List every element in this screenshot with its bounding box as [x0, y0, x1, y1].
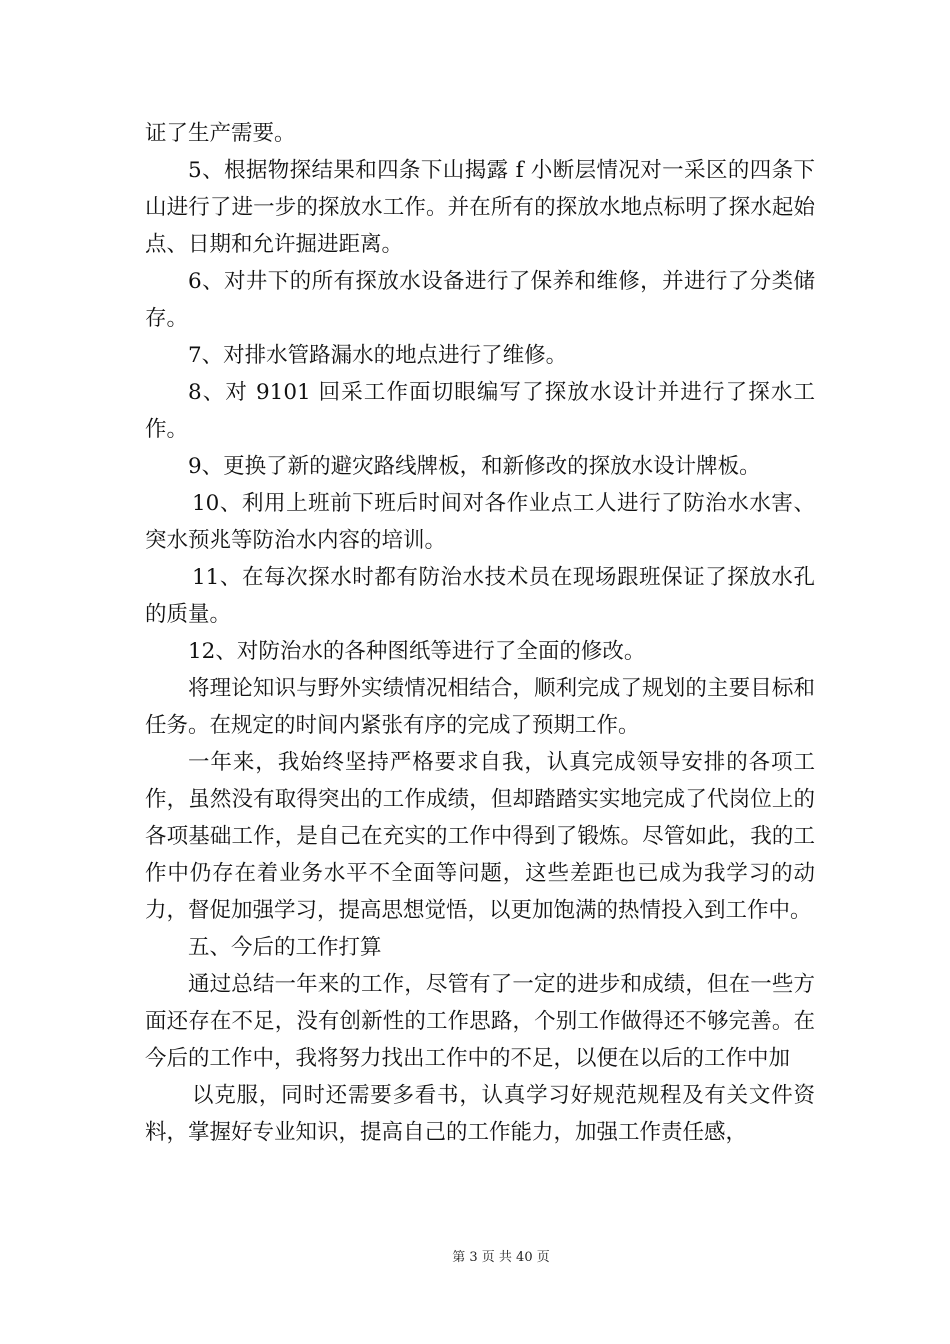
page-footer: [0, 1250, 950, 1266]
paragraph-future-plans-continued: 以克服，同时还需要多看书，认真学习好规范规程及有关文件资料，掌握好专业知识，提高自己的工作能力，加强工作责任感，: [145, 1083, 815, 1145]
paragraph-item-9: 9、更换了新的避灾路线牌板，和新修改的探放水设计牌板。: [188, 454, 761, 479]
paragraph-item-11: 11、在每次探水时都有防治水技术员在现场跟班保证了探放水孔的质量。: [145, 565, 815, 627]
document-body: [145, 115, 815, 1151]
paragraph-future-plans: 通过总结一年来的工作，尽管有了一定的进步和成绩，但在一些方面还存在不足，没有创新性的工作思路，个别工作做得还不够完善。在今后的工作中，我将努力找出工作中的不足，以便在以后的工作中加: [145, 972, 815, 1071]
paragraph-summary: 将理论知识与野外实绩情况相结合，顺利完成了规划的主要目标和任务。在规定的时间内紧张有序的完成了预期工作。: [145, 676, 815, 738]
paragraph-item-10: 10、利用上班前下班后时间对各作业点工人进行了防治水水害、突水预兆等防治水内容的培训。: [145, 491, 815, 553]
paragraph-continuation: 证了生产需要。: [145, 121, 296, 146]
paragraph-item-12: 12、对防治水的各种图纸等进行了全面的修改。: [188, 639, 646, 664]
paragraph-item-6: 6、对井下的所有探放水设备进行了保养和维修，并进行了分类储存。: [145, 269, 815, 331]
section-heading-future-plans: 五、今后的工作打算: [188, 935, 382, 960]
paragraph-year-review: 一年来，我始终坚持严格要求自我，认真完成领导安排的各项工作，虽然没有取得突出的工作成绩，但却踏踏实实地完成了代岗位上的各项基础工作，是自己在充实的工作中得到了锻炼。尽管如此，我的工作中仍存在着业务水平不全面等问题，这些差距也已成为我学习的动力，督促加强学习，提高思想觉悟，以更加饱满的热情投入到工作中。: [145, 750, 815, 923]
paragraph-item-8: 8、对 9101 回采工作面切眼编写了探放水设计并进行了探水工作。: [145, 380, 815, 442]
page-number: 第 3 页 共 40 页: [452, 1250, 550, 1265]
paragraph-item-7: 7、对排水管路漏水的地点进行了维修。: [188, 343, 568, 368]
paragraph-item-5: 5、根据物探结果和四条下山揭露 f 小断层情况对一采区的四条下山进行了进一步的探放水工作。并在所有的探放水地点标明了探水起始点、日期和允许掘进距离。: [145, 158, 815, 257]
